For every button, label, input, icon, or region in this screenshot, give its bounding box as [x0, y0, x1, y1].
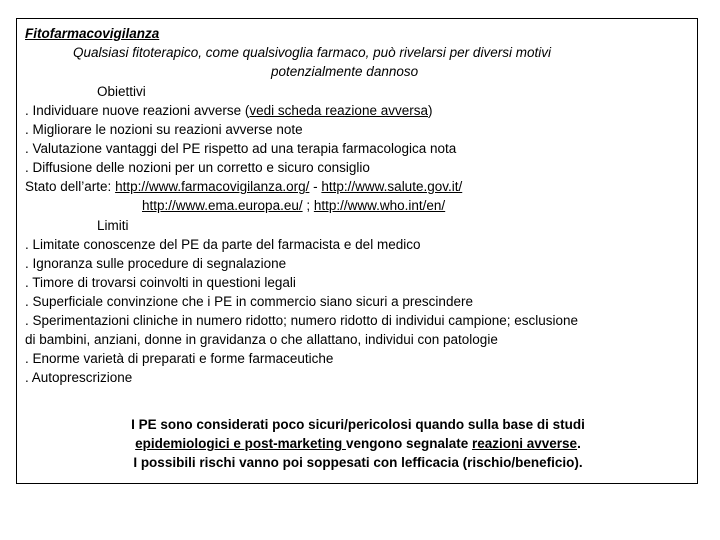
obiettivi-item-4: . Diffusione delle nozioni per un corretto e sicuro consiglio [25, 160, 370, 175]
ema-link[interactable]: http://www.ema.europa.eu/ [142, 198, 303, 213]
stato-arte-separator-2: ; [302, 198, 314, 213]
stato-arte-separator-1: - [309, 179, 322, 194]
obiettivi-heading: Obiettivi [97, 84, 146, 99]
salute-link[interactable]: http://www.salute.gov.it/ [321, 179, 463, 194]
limiti-item-2: . Ignoranza sulle procedure di segnalazione [25, 256, 287, 271]
conclusion-line-2-end: . [577, 436, 581, 451]
who-link[interactable]: http://www.who.int/en/ [313, 198, 446, 213]
page-title: Fitofarmacovigilanza [25, 26, 160, 41]
conclusion-line-3: I possibili rischi vanno poi soppesati con lefficacia (rischio/beneficio). [133, 455, 583, 470]
conclusion-line-2 [17, 434, 699, 453]
document-frame [16, 18, 698, 484]
intro-line-2: potenzialmente dannoso [271, 64, 419, 79]
epidemiologici-link[interactable]: epidemiologici e post-marketing [135, 436, 346, 451]
stato-arte-line-2 [142, 197, 445, 214]
limiti-item-1: . Limitate conoscenze del PE da parte del farmacista e del medico [25, 237, 421, 252]
obiettivi-item-1-prefix: . Individuare nuove reazioni avverse ( [25, 103, 250, 118]
limiti-item-5-line-1: . Sperimentazioni cliniche in numero ridotto; numero ridotto di individui campione; esclusione [25, 313, 579, 328]
intro-line-1: Qualsiasi fitoterapico, come qualsivoglia farmaco, può rivelarsi per diversi motivi [73, 45, 551, 60]
farmacovigilanza-link[interactable]: http://www.farmacovigilanza.org/ [115, 179, 310, 194]
obiettivi-item-3: . Valutazione vantaggi del PE rispetto ad una terapia farmacologica nota [25, 141, 457, 156]
conclusion-line-1: I PE sono considerati poco sicuri/pericolosi quando sulla base di studi [131, 417, 585, 432]
stato-arte-label: Stato dell’arte: [25, 179, 116, 194]
obiettivi-item-2: . Migliorare le nozioni su reazioni avverse note [25, 122, 303, 137]
reazione-avversa-link[interactable]: vedi scheda reazione avversa [249, 103, 428, 118]
reazioni-avverse-link[interactable]: reazioni avverse [471, 436, 578, 451]
limiti-item-5-line-2: di bambini, anziani, donne in gravidanza o che allattano, individui con patologie [25, 332, 498, 347]
obiettivi-item-1 [25, 102, 432, 119]
obiettivi-item-1-suffix: ) [427, 103, 433, 118]
limiti-item-6: . Enorme varietà di preparati e forme farmaceutiche [25, 351, 334, 366]
limiti-item-3: . Timore di trovarsi coinvolti in questioni legali [25, 275, 296, 290]
limiti-item-7: . Autoprescrizione [25, 370, 133, 385]
stato-arte-line [25, 178, 462, 195]
limiti-item-4: . Superficiale convinzione che i PE in commercio siano sicuri a prescindere [25, 294, 473, 309]
limiti-heading: Limiti [97, 218, 129, 233]
conclusion-line-2-text: vengono segnalate [345, 436, 472, 451]
